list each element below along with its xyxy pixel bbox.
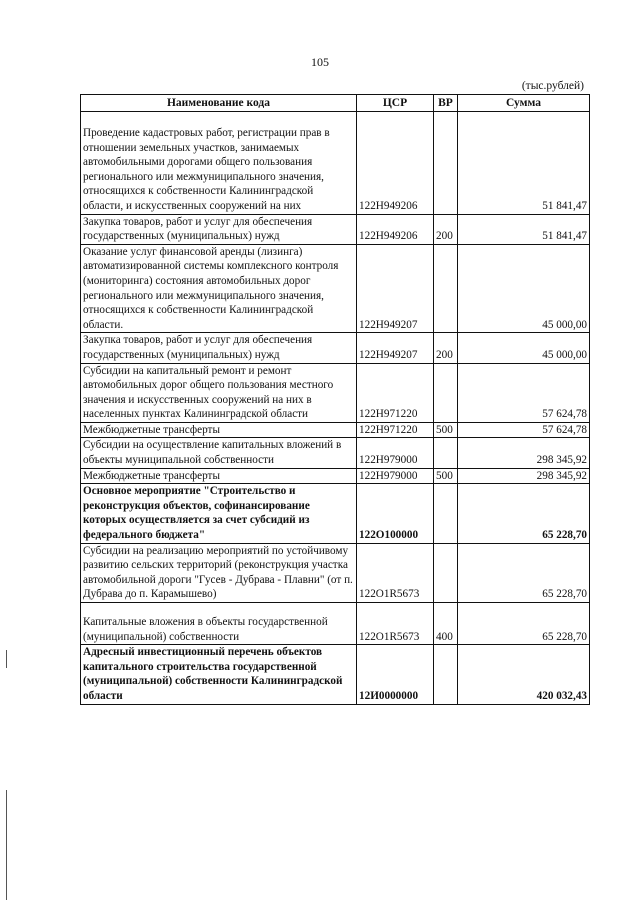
row-csr-code: 122О100000 xyxy=(357,484,434,543)
row-sum: 51 841,47 xyxy=(458,112,590,215)
row-csr-code: 122Н949206 xyxy=(357,112,434,215)
table-row xyxy=(81,363,590,422)
header-csr: ЦСР xyxy=(357,95,434,112)
row-vr-code: 500 xyxy=(434,422,458,438)
table-row xyxy=(81,214,590,244)
table-row xyxy=(81,112,590,215)
table-row xyxy=(81,333,590,363)
table-row xyxy=(81,543,590,602)
row-csr-code: 122О1R5673 xyxy=(357,543,434,602)
table-header-row xyxy=(81,95,590,112)
row-name: Закупка товаров, работ и услуг для обеспечения государственных (муниципальных) нужд xyxy=(81,214,357,244)
row-vr-code xyxy=(434,438,458,468)
row-vr-code: 500 xyxy=(434,468,458,484)
row-name: Межбюджетные трансферты xyxy=(81,422,357,438)
row-sum: 57 624,78 xyxy=(458,422,590,438)
row-name: Оказание услуг финансовой аренды (лизинга) автоматизированной системы комплексного контроля (мониторинга) состояния автомобильных дорог регионального или межмуниципального значения, относящихся к собственности Калининградской области. xyxy=(81,244,357,333)
table-row xyxy=(81,468,590,484)
row-csr-code: 122О1R5673 xyxy=(357,603,434,645)
row-vr-code: 200 xyxy=(434,333,458,363)
row-name: Субсидии на реализацию мероприятий по устойчивому развитию сельских территорий (реконструкция участка автомобильной дороги "Гусев - Дубрава - Плавни" (от п. Дубрава до п. Карамышево) xyxy=(81,543,357,602)
page-number: 105 xyxy=(311,55,329,69)
row-vr-code xyxy=(434,244,458,333)
table-row xyxy=(81,603,590,645)
row-name: Проведение кадастровых работ, регистрации прав в отношении земельных участков, занимаемых автомобильными дорогами общего пользования регионального или межмуниципального значения, относящихся к собственности Калининградской области, и искусственных сооружений на них xyxy=(81,112,357,215)
row-sum: 65 228,70 xyxy=(458,543,590,602)
units-label: (тыс.рублей) xyxy=(521,80,584,92)
left-margin-line-top xyxy=(6,650,7,668)
row-csr-code: 122Н949207 xyxy=(357,333,434,363)
row-vr-code: 400 xyxy=(434,603,458,645)
table-row xyxy=(81,422,590,438)
row-vr-code xyxy=(434,645,458,704)
row-vr-code xyxy=(434,363,458,422)
header-sum: Сумма xyxy=(458,95,590,112)
row-sum: 45 000,00 xyxy=(458,244,590,333)
row-vr-code xyxy=(434,484,458,543)
row-sum: 65 228,70 xyxy=(458,484,590,543)
header-name: Наименование кода xyxy=(81,95,357,112)
left-margin-line-bottom xyxy=(6,790,7,900)
budget-table xyxy=(80,94,590,705)
table-row xyxy=(81,438,590,468)
row-vr-code xyxy=(434,112,458,215)
table-row xyxy=(81,484,590,543)
row-csr-code: 122Н971220 xyxy=(357,363,434,422)
row-vr-code xyxy=(434,543,458,602)
header-vr: ВР xyxy=(434,95,458,112)
row-sum: 298 345,92 xyxy=(458,468,590,484)
row-csr-code: 122Н949207 xyxy=(357,244,434,333)
row-sum: 65 228,70 xyxy=(458,603,590,645)
row-name: Капитальные вложения в объекты государственной (муниципальной) собственности xyxy=(81,603,357,645)
row-csr-code: 12И0000000 xyxy=(357,645,434,704)
row-sum: 45 000,00 xyxy=(458,333,590,363)
row-csr-code: 122Н979000 xyxy=(357,468,434,484)
row-vr-code: 200 xyxy=(434,214,458,244)
row-sum: 57 624,78 xyxy=(458,363,590,422)
row-name: Субсидии на осуществление капитальных вложений в объекты муниципальной собственности xyxy=(81,438,357,468)
row-sum: 298 345,92 xyxy=(458,438,590,468)
row-csr-code: 122Н979000 xyxy=(357,438,434,468)
row-sum: 420 032,43 xyxy=(458,645,590,704)
row-name: Адресный инвестиционный перечень объектов капитального строительства государственной (муниципальной) собственности Калининградской области xyxy=(81,645,357,704)
table-row xyxy=(81,244,590,333)
row-name: Межбюджетные трансферты xyxy=(81,468,357,484)
row-name: Закупка товаров, работ и услуг для обеспечения государственных (муниципальных) нужд xyxy=(81,333,357,363)
row-sum: 51 841,47 xyxy=(458,214,590,244)
row-csr-code: 122Н971220 xyxy=(357,422,434,438)
row-csr-code: 122Н949206 xyxy=(357,214,434,244)
row-name: Основное мероприятие "Строительство и реконструкция объектов, софинансирование которых осуществляется за счет субсидий из федерального бюджета" xyxy=(81,484,357,543)
row-name: Субсидии на капитальный ремонт и ремонт автомобильных дорог общего пользования местного значения и искусственных сооружений на них в населенных пунктах Калининградской области xyxy=(81,363,357,422)
table-row xyxy=(81,645,590,704)
